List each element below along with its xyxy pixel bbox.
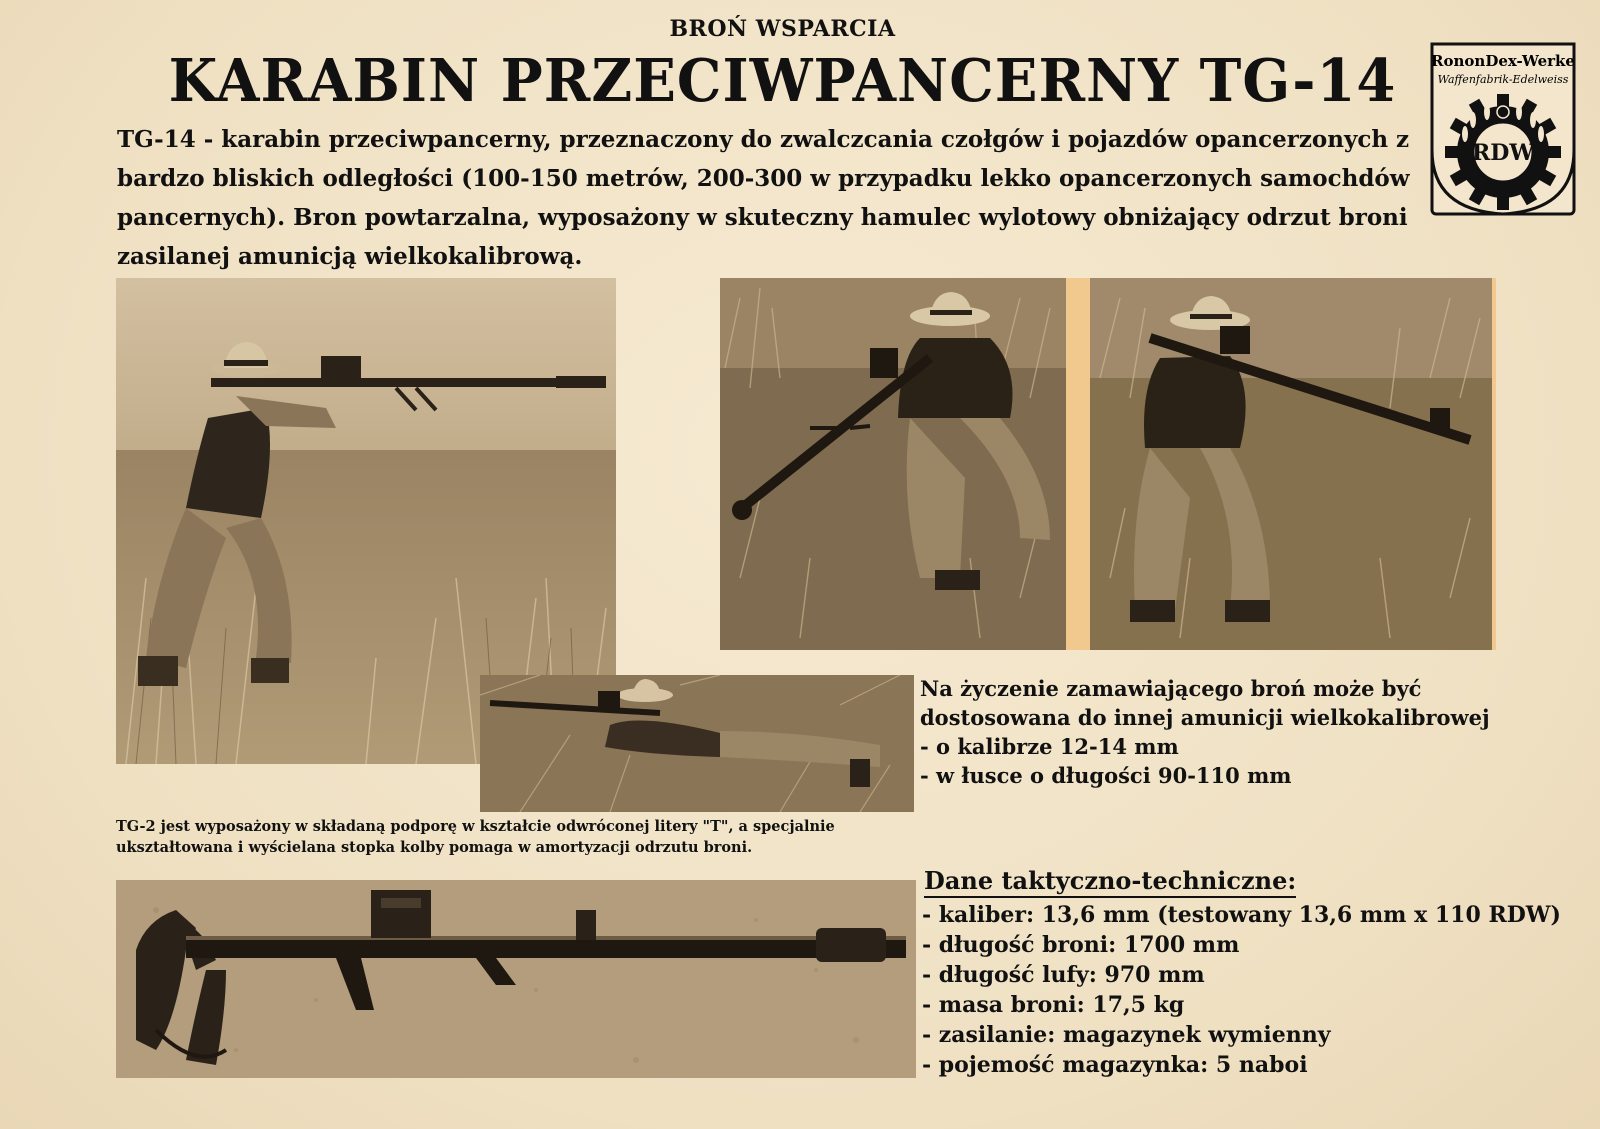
company-logo [1428,40,1578,218]
spec-caliber: - kaliber: 13,6 mm (testowany 13,6 mm x 110 RDW) [922,902,1561,928]
custom-ammo-line1: Na życzenie zamawiającego broń może być [920,676,1422,701]
custom-ammo-info [920,674,1580,790]
spec-feed: - zasilanie: magazynek wymienny [922,1022,1331,1048]
logo-line2: Waffenfabrik-Edelweiss [1437,73,1569,86]
intro-paragraph: TG-14 - karabin przeciwpancerny, przeznaczony do zwalczcania czołgów i pojazdów opancerzonych z bardzo bliskich odległości (100-150 metrów, 200-300 w przypadku lekko opancerzonych samochdów pancernych). Bron powtarzalna, wyposażony w skuteczny hamulec wylotowy obniżający odrzut broni zasilanej amunicją wielkokalibrową. [117,126,1410,270]
photo-divider [1066,278,1090,650]
photo-kneeling-left [720,278,1066,650]
logo-initials: RDW [1471,140,1535,166]
spec-weapon-length: - długość broni: 1700 mm [922,932,1240,958]
specs-section [922,866,1600,1080]
custom-ammo-line2: dostosowana do innej amunicji wielkokalibrowej [920,705,1490,730]
spec-barrel-length: - długość lufy: 970 mm [922,962,1205,988]
photo-kneeling-right [1090,278,1492,650]
spec-weight: - masa broni: 17,5 kg [922,992,1185,1018]
logo-line1: RononDex-Werke [1431,52,1575,70]
page-title: KARABIN PRZECIWPANCERNY TG-14 [168,46,1397,116]
category-heading: BROŃ WSPARCIA [669,16,896,42]
bipod-caption: TG-2 jest wyposażony w składaną podporę w kształcie odwróconej litery "T", a specjalnie ukształtowana i wyścielana stopka kolby pomaga w amortyzacji odrzutu broni. [116,818,835,856]
photo-prone-soldier [480,675,914,812]
custom-ammo-item1: - o kalibrze 12-14 mm [920,734,1179,759]
spec-magazine-capacity: - pojemość magazynka: 5 naboi [922,1052,1308,1078]
specs-title: Dane taktyczno-techniczne: [924,866,1296,898]
photo-rifle-closeup [116,880,916,1078]
custom-ammo-item2: - w łusce o długości 90-110 mm [920,763,1292,788]
gear-emblem-icon [1428,40,1578,218]
photo-divider-right [1492,278,1496,650]
